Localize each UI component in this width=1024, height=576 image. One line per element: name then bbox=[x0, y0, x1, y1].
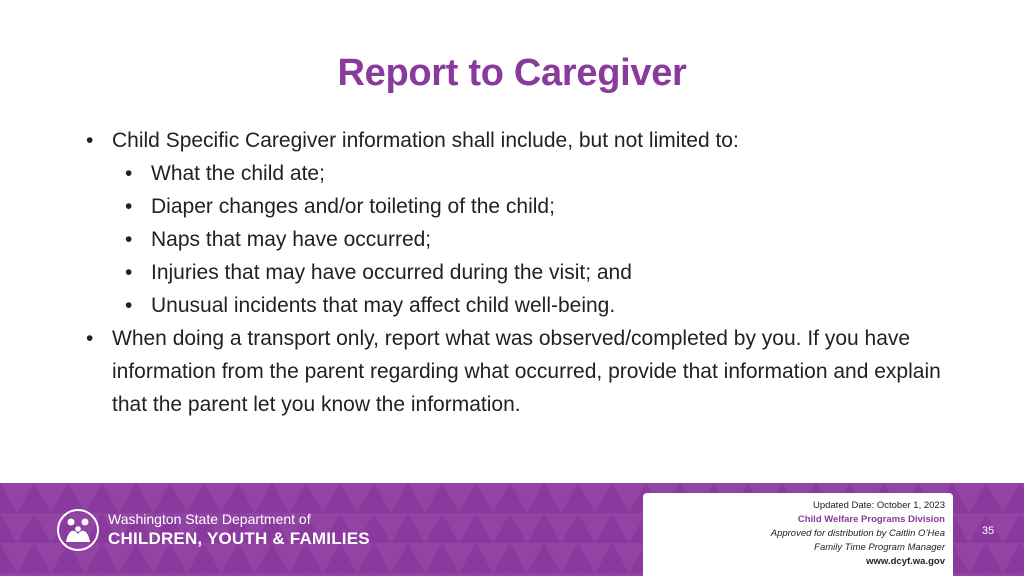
logo-line1: Washington State Department of bbox=[108, 511, 311, 527]
website-link[interactable]: www.dcyf.wa.gov bbox=[866, 556, 945, 567]
manager-role: Family Time Program Manager bbox=[814, 542, 945, 553]
updated-date: Updated Date: October 1, 2023 bbox=[812, 500, 945, 511]
sub-bullet-item: • Unusual incidents that may affect child well-being. bbox=[125, 289, 946, 322]
bullet-item: • When doing a transport only, report what was observed/completed by you. If you have information from the parent regarding what occurred, provide that information and explain that the parent let you know the information. bbox=[86, 322, 946, 421]
dcyf-logo-icon bbox=[56, 508, 100, 552]
sub-bullet-item: • Diaper changes and/or toileting of the child; bbox=[125, 190, 946, 223]
sub-bullet-item: • What the child ate; bbox=[125, 157, 946, 190]
slide-body bbox=[86, 124, 946, 421]
division-name: Child Welfare Programs Division bbox=[797, 514, 945, 525]
dcyf-logo bbox=[56, 508, 370, 552]
slide-title: Report to Caregiver bbox=[337, 52, 687, 94]
page-number: 35 bbox=[982, 525, 995, 537]
info-box bbox=[643, 493, 953, 576]
footer-bar bbox=[0, 483, 1024, 576]
sub-bullet-item: • Naps that may have occurred; bbox=[125, 223, 946, 256]
bullet-item: • Child Specific Caregiver information shall include, but not limited to: bbox=[86, 124, 946, 157]
sub-bullet-item: • Injuries that may have occurred during the visit; and bbox=[125, 256, 946, 289]
approval-note: Approved for distribution by Caitlin O’Hea bbox=[770, 528, 945, 539]
logo-line2: CHILDREN, YOUTH & FAMILIES bbox=[108, 529, 370, 548]
